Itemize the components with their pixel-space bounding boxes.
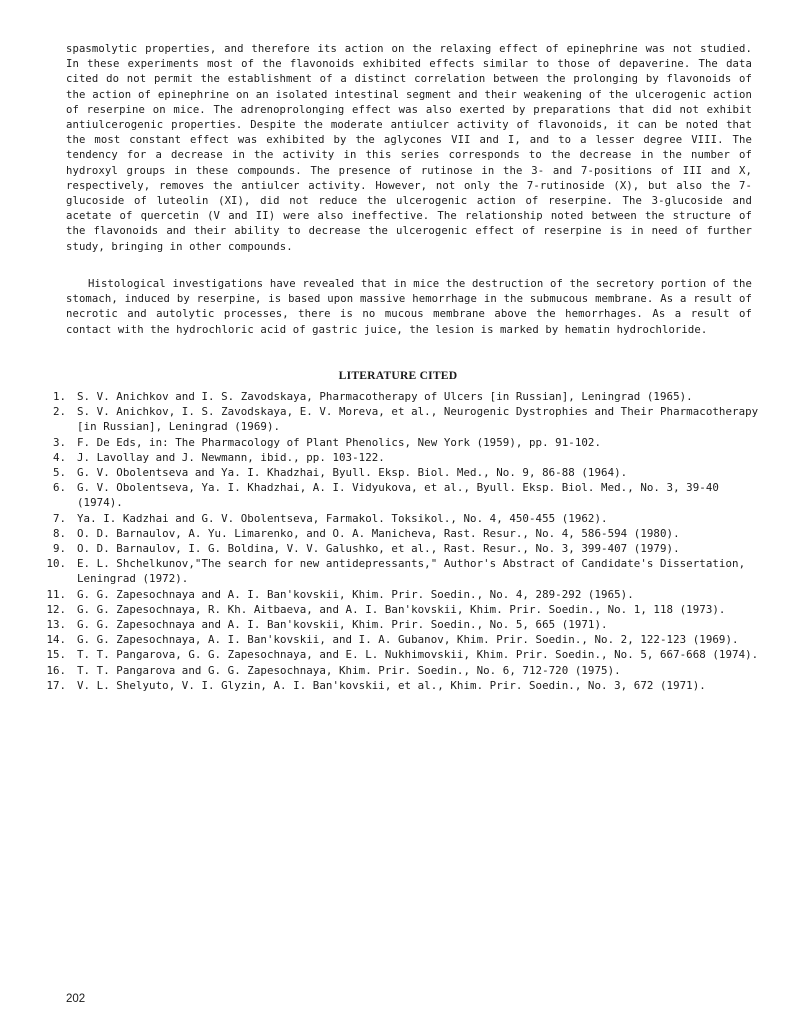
reference-number: 8. bbox=[52, 526, 66, 540]
reference-item bbox=[40, 526, 760, 541]
reference-item bbox=[40, 647, 760, 662]
reference-number: 12. bbox=[46, 602, 66, 616]
reference-number: 9. bbox=[52, 542, 66, 556]
reference-number: 10. bbox=[46, 557, 66, 571]
reference-number: 3. bbox=[52, 435, 66, 449]
reference-text: G. V. Obolentseva, Ya. I. Khadzhai, A. I. Vidyukova, et al., Byull. Eksp. Biol. Med., No. 3, 39-40 (1974). bbox=[77, 481, 719, 510]
reference-number: 6. bbox=[52, 481, 66, 495]
reference-number: 5. bbox=[52, 466, 66, 480]
reference-text: S. V. Anichkov, I. S. Zavodskaya, E. V. Moreva, et al., Neurogenic Dystrophies and Their Pharmacotherapy [in Russian], Leningrad (1969). bbox=[77, 405, 759, 434]
reference-text: G. G. Zapesochnaya and A. I. Ban'kovskii, Khim. Prir. Soedin., No. 4, 289-292 (1965). bbox=[77, 587, 634, 601]
reference-number: 1. bbox=[52, 390, 66, 403]
reference-item bbox=[40, 541, 760, 556]
page-number: 202 bbox=[66, 993, 86, 1005]
reference-item bbox=[40, 450, 760, 465]
reference-item bbox=[40, 465, 760, 480]
reference-item bbox=[40, 617, 760, 632]
reference-number: 17. bbox=[46, 678, 66, 692]
reference-text: O. D. Barnaulov, A. Yu. Limarenko, and O. A. Manicheva, Rast. Resur., No. 4, 586-594 (1980). bbox=[77, 526, 680, 540]
reference-item bbox=[40, 435, 760, 450]
reference-item bbox=[40, 678, 760, 693]
body-paragraph: spasmolytic properties, and therefore its action on the relaxing effect of epinephrine was not studied. In these experiments most of the flavonoids exhibited effects similar to those of depaverine. The data cited do not permit the establishment of a distinct correlation between the prolonging by flavonoids of the action of epinephrine on an isolated intestinal segment and their weakening of the ulcerogenic action of reserpine on mice. The adrenoprolonging effect was also exerted by preparations that did not exhibit antiulcerogenic properties. Despite the moderate antiulcer activity of flavonoids, it can be noted that the most constant effect was exhibited by the aglycones VII and I, and to a lesser degree VIII. The tendency for a decrease in the activity in this series corresponds to the decrease in the number of hydroxyl groups in these compounds. The presence of rutinose in the 3- and 7-positions of III and X, respectively, removes the antiulcer activity. However, not only the 7-rutinoside (X), but also the 7-glucoside of luteolin (XI), did not reduce the ulcerogenic action of reserpine. The 3-glucoside and acetate of quercetin (V and II) were also ineffective. The relationship noted between the structure of the flavonoids and their ability to decrease the ulcerogenic effect of reserpine is in need of further study, bringing in other compounds. bbox=[66, 43, 752, 253]
reference-item bbox=[40, 389, 760, 404]
reference-number: 14. bbox=[46, 633, 66, 647]
reference-item bbox=[40, 404, 760, 434]
reference-text: S. V. Anichkov and I. S. Zavodskaya, Pharmacotherapy of Ulcers [in Russian], Leningrad (1965). bbox=[77, 390, 693, 403]
reference-number: 13. bbox=[46, 618, 66, 632]
reference-text: E. L. Shchelkunov,"The search for new antidepressants," Author's Abstract of Candidate's Dissertation, Leningrad (1972). bbox=[77, 557, 746, 586]
reference-text: V. L. Shelyuto, V. I. Glyzin, A. I. Ban'kovskii, et al., Khim. Prir. Soedin., No. 3, 672 (1971). bbox=[77, 678, 706, 692]
reference-text: Ya. I. Kadzhai and G. V. Obolentseva, Farmakol. Toksikol., No. 4, 450-455 (1962). bbox=[77, 511, 608, 525]
reference-text: O. D. Barnaulov, I. G. Boldina, V. V. Galushko, et al., Rast. Resur., No. 3, 399-407 (1979). bbox=[77, 542, 680, 556]
reference-text: G. V. Obolentseva and Ya. I. Khadzhai, Byull. Eksp. Biol. Med., No. 9, 86-88 (1964). bbox=[77, 466, 628, 480]
reference-text: G. G. Zapesochnaya, A. I. Ban'kovskii, and I. A. Gubanov, Khim. Prir. Soedin., No. 2, 122-123 (1969). bbox=[77, 633, 739, 647]
reference-item bbox=[40, 480, 760, 510]
reference-list bbox=[40, 389, 760, 693]
reference-text: J. Lavollay and J. Newmann, ibid., pp. 103-122. bbox=[77, 450, 385, 464]
reference-number: 4. bbox=[52, 450, 66, 464]
reference-item bbox=[40, 511, 760, 526]
reference-number: 7. bbox=[52, 511, 66, 525]
reference-text: T. T. Pangarova, G. G. Zapesochnaya, and E. L. Nukhimovskii, Khim. Prir. Soedin., No. 5, 667-668 (1974). bbox=[77, 648, 759, 662]
reference-item bbox=[40, 556, 760, 586]
reference-number: 15. bbox=[46, 648, 66, 662]
reference-number: 2. bbox=[52, 405, 66, 419]
reference-text: F. De Eds, in: The Pharmacology of Plant Phenolics, New York (1959), pp. 91-102. bbox=[77, 435, 602, 449]
reference-text: G. G. Zapesochnaya and A. I. Ban'kovskii, Khim. Prir. Soedin., No. 5, 665 (1971). bbox=[77, 618, 608, 632]
reference-number: 16. bbox=[46, 663, 66, 677]
reference-text: G. G. Zapesochnaya, R. Kh. Aitbaeva, and A. I. Ban'kovskii, Khim. Prir. Soedin., No. 1, 118 (1973). bbox=[77, 602, 726, 616]
reference-number: 11. bbox=[46, 587, 66, 601]
reference-item bbox=[40, 663, 760, 678]
reference-item bbox=[40, 632, 760, 647]
reference-text: T. T. Pangarova and G. G. Zapesochnaya, Khim. Prir. Soedin., No. 6, 712-720 (1975). bbox=[77, 663, 621, 677]
reference-item bbox=[40, 602, 760, 617]
body-paragraph: Histological investigations have revealed that in mice the destruction of the secretory portion of the stomach, induced by reserpine, is based upon massive hemorrhage in the submucous membrane. As a result of necrotic and autolytic processes, there is no mucous membrane above the hemorrhages. As a result of contact with the hydrochloric acid of gastric juice, the lesion is marked by hematin hydrochloride. bbox=[66, 278, 752, 336]
reference-item bbox=[40, 587, 760, 602]
section-heading: LITERATURE CITED bbox=[338, 369, 458, 382]
